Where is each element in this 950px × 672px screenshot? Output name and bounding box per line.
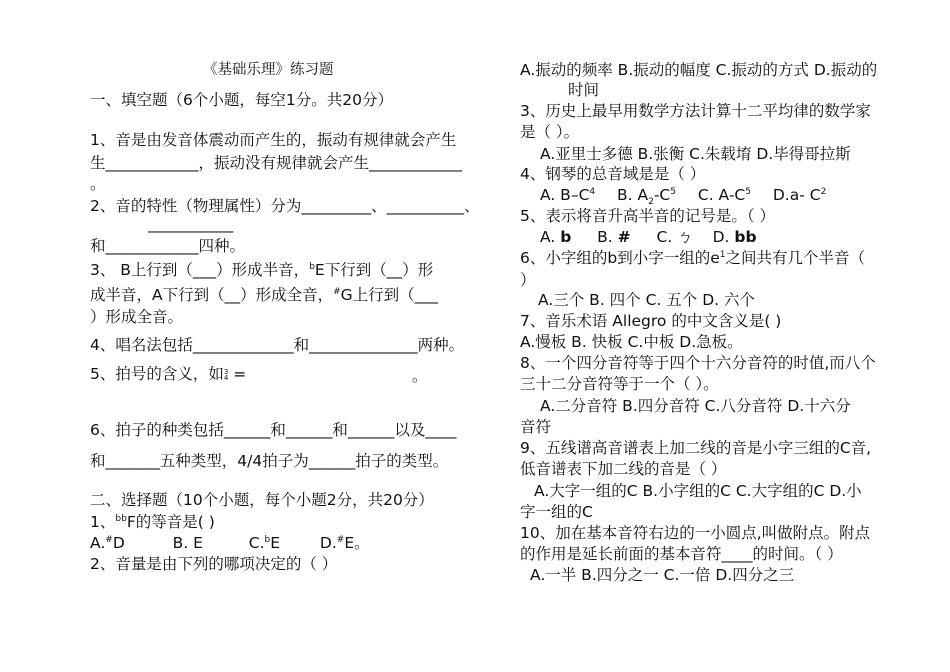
c5-option-b-symbol: # — [617, 228, 631, 246]
c1-option-a — [90, 534, 125, 552]
section1-heading: 一、填空题（6个小题，每空1分。共20分） — [90, 91, 393, 109]
c3-line2: 是（ ）。 — [520, 123, 580, 141]
flat-sign: b — [309, 262, 315, 272]
c5-option-a-symbol: b — [560, 228, 572, 246]
c2: 2、音量是由下列的哪项决定的（ ） — [90, 555, 338, 573]
c1-option-c-text: E — [270, 534, 281, 552]
c6-options: A.三个 B. 四个 C. 五个 D. 六个 — [538, 291, 755, 309]
c2-options-line1: A.振动的频率 B.振动的幅度 C.振动的方式 D.振动的 — [520, 61, 878, 79]
c3-options: A.亚里士多德 B.张衡 C.朱载堉 D.毕得哥拉斯 — [540, 145, 851, 163]
c3-line1: 3、历史上最早用数学方法计算十二平均律的数学家 — [520, 102, 871, 120]
c1-option-d-sup: # — [336, 535, 345, 545]
q3-line1-b: E下行到（__）形 — [314, 261, 434, 279]
c5-options — [540, 227, 757, 247]
q4: 4、唱名法包括_____________和______________两种。 — [90, 336, 465, 354]
c5-option-d-symbol: bb — [734, 228, 757, 246]
q6-line1: 6、拍子的种类包括______和______和______以及____ — [90, 421, 457, 439]
c1-option-a-prefix: A. — [90, 534, 106, 552]
c4-option-c: C. A-C — [697, 186, 746, 204]
c4-option-b-sup: 5 — [670, 187, 676, 197]
c6-a: 6、小字组的b到小字一组的e — [520, 249, 720, 267]
c4: 4、钢琴的总音域是是（ ） — [520, 165, 706, 183]
q2-line2: ___________ — [148, 215, 234, 233]
q3-line2-b: G上行到（___ — [340, 286, 438, 304]
double-flat-sign: bb — [115, 514, 127, 524]
q5-end: 。 — [412, 367, 428, 385]
q3-line1-a: 3、 B上行到（___）形成半音， — [90, 261, 310, 279]
q2-line1: 2、音的特性（物理属性）分为_________、__________、 — [90, 197, 480, 215]
time-signature-top: 3 — [223, 367, 229, 376]
c10-line1: 10、加在基本音符右边的一小圆点,叫做附点。附点 — [520, 524, 871, 542]
c10-line2: 的作用是延长前面的基本音符____的时间。（ ） — [520, 545, 843, 563]
q3-line1 — [90, 260, 433, 280]
q1-line2: 生____________，振动没有规律就会产生____________ — [90, 154, 463, 172]
q3-line2 — [90, 285, 438, 305]
section2-heading: 二、选择题（10个小题，每个小题2分，共20分） — [90, 491, 434, 509]
c1-text: F的等音是( ) — [126, 513, 215, 531]
q1-line3: 。 — [90, 175, 106, 193]
c6-line2: ） — [520, 271, 536, 289]
c1-option-c-sup: b — [264, 535, 271, 545]
c5-option-b: B. — [597, 228, 618, 246]
c4-option-b: B. A — [617, 186, 649, 204]
q3-line2-a: 成半音，A下行到（__）形成全音， — [90, 286, 334, 304]
c5-option-c: C. ㄅ — [656, 228, 693, 246]
c9-line2: 低音谱表下加二线的音是（ ） — [520, 460, 727, 478]
c1-option-c-prefix: C. — [248, 534, 265, 552]
c8-options: A.二分音符 B.四分音符 C.八分音符 D.十六分 — [540, 397, 851, 415]
q1-line1: 1、音是由发音体震动而产生的，振动有规律就会产生 — [90, 131, 457, 149]
c10-options: A.一半 B.四分之一 C.一倍 D.四分之三 — [530, 566, 795, 584]
c7-options: A.慢板 B. 快板 C.中板 D.急板。 — [520, 333, 743, 351]
c1-option-a-sup: # — [105, 535, 113, 545]
c1-option-d-prefix: D. — [319, 534, 337, 552]
c6-sup: 1 — [719, 250, 726, 260]
q5 — [90, 364, 246, 384]
c4-option-a-sup: 4 — [589, 187, 596, 197]
c9-options-line2: 字一组的C — [520, 503, 593, 521]
c4-option-d: D.a- C — [772, 186, 821, 204]
c7: 7、音乐术语 Allegro 的中文含义是( ) — [520, 312, 782, 330]
c1-number: 1、 — [90, 513, 116, 531]
c2-options-line2: 时间 — [568, 81, 600, 99]
time-signature-bottom: 4 — [223, 373, 229, 382]
c8-line2: 三十二分音符等于一个（ ）。 — [520, 375, 719, 393]
c1-option-d — [320, 534, 370, 552]
c5-option-d: D. — [712, 228, 735, 246]
c1-options — [90, 533, 370, 553]
q5-a: 5、拍号的含义，如 — [90, 365, 224, 383]
c1 — [90, 512, 215, 532]
c1-option-a-text: D — [112, 534, 125, 552]
c4-option-a: A. B–C — [540, 186, 590, 204]
c4-option-b-sub: 2 — [648, 197, 654, 208]
q3-line3: ）形成全音。 — [90, 308, 184, 326]
c6-b: 之间共有几个半音（ — [725, 249, 865, 267]
c4-option-b2: -C — [653, 186, 671, 204]
c1-option-b-prefix: B. E — [172, 534, 203, 552]
sharp-sign: # — [333, 287, 341, 297]
q5-b: = — [228, 365, 247, 383]
c4-option-d-sup: 2 — [820, 187, 827, 197]
c4-option-c-sup: 5 — [745, 187, 751, 197]
c9-options: A.大字一组的C B.小字组的C C.大字组的C D.小 — [534, 482, 862, 500]
q2-line3: 和____________四种。 — [90, 237, 246, 255]
document-title: 《基础乐理》练习题 — [203, 62, 334, 78]
c8-options-line2: 音符 — [520, 418, 552, 436]
c9-line1: 9、五线谱高音谱表上加二线的音是小字三组的C音, — [520, 439, 872, 457]
c8-line1: 8、一个四分音符等于四个十六分音符的时值,而八个 — [520, 354, 876, 372]
c1-option-c — [249, 534, 280, 552]
c1-option-b — [173, 534, 203, 552]
q6-line2: 和_______五种类型，4/4拍子为______拍子的类型。 — [90, 452, 449, 470]
c5-option-a: A. — [540, 228, 561, 246]
c6-line1 — [520, 248, 865, 268]
c1-option-d-text: E。 — [344, 534, 370, 552]
c5: 5、表示将音升高半音的记号是。（ ） — [520, 207, 776, 225]
